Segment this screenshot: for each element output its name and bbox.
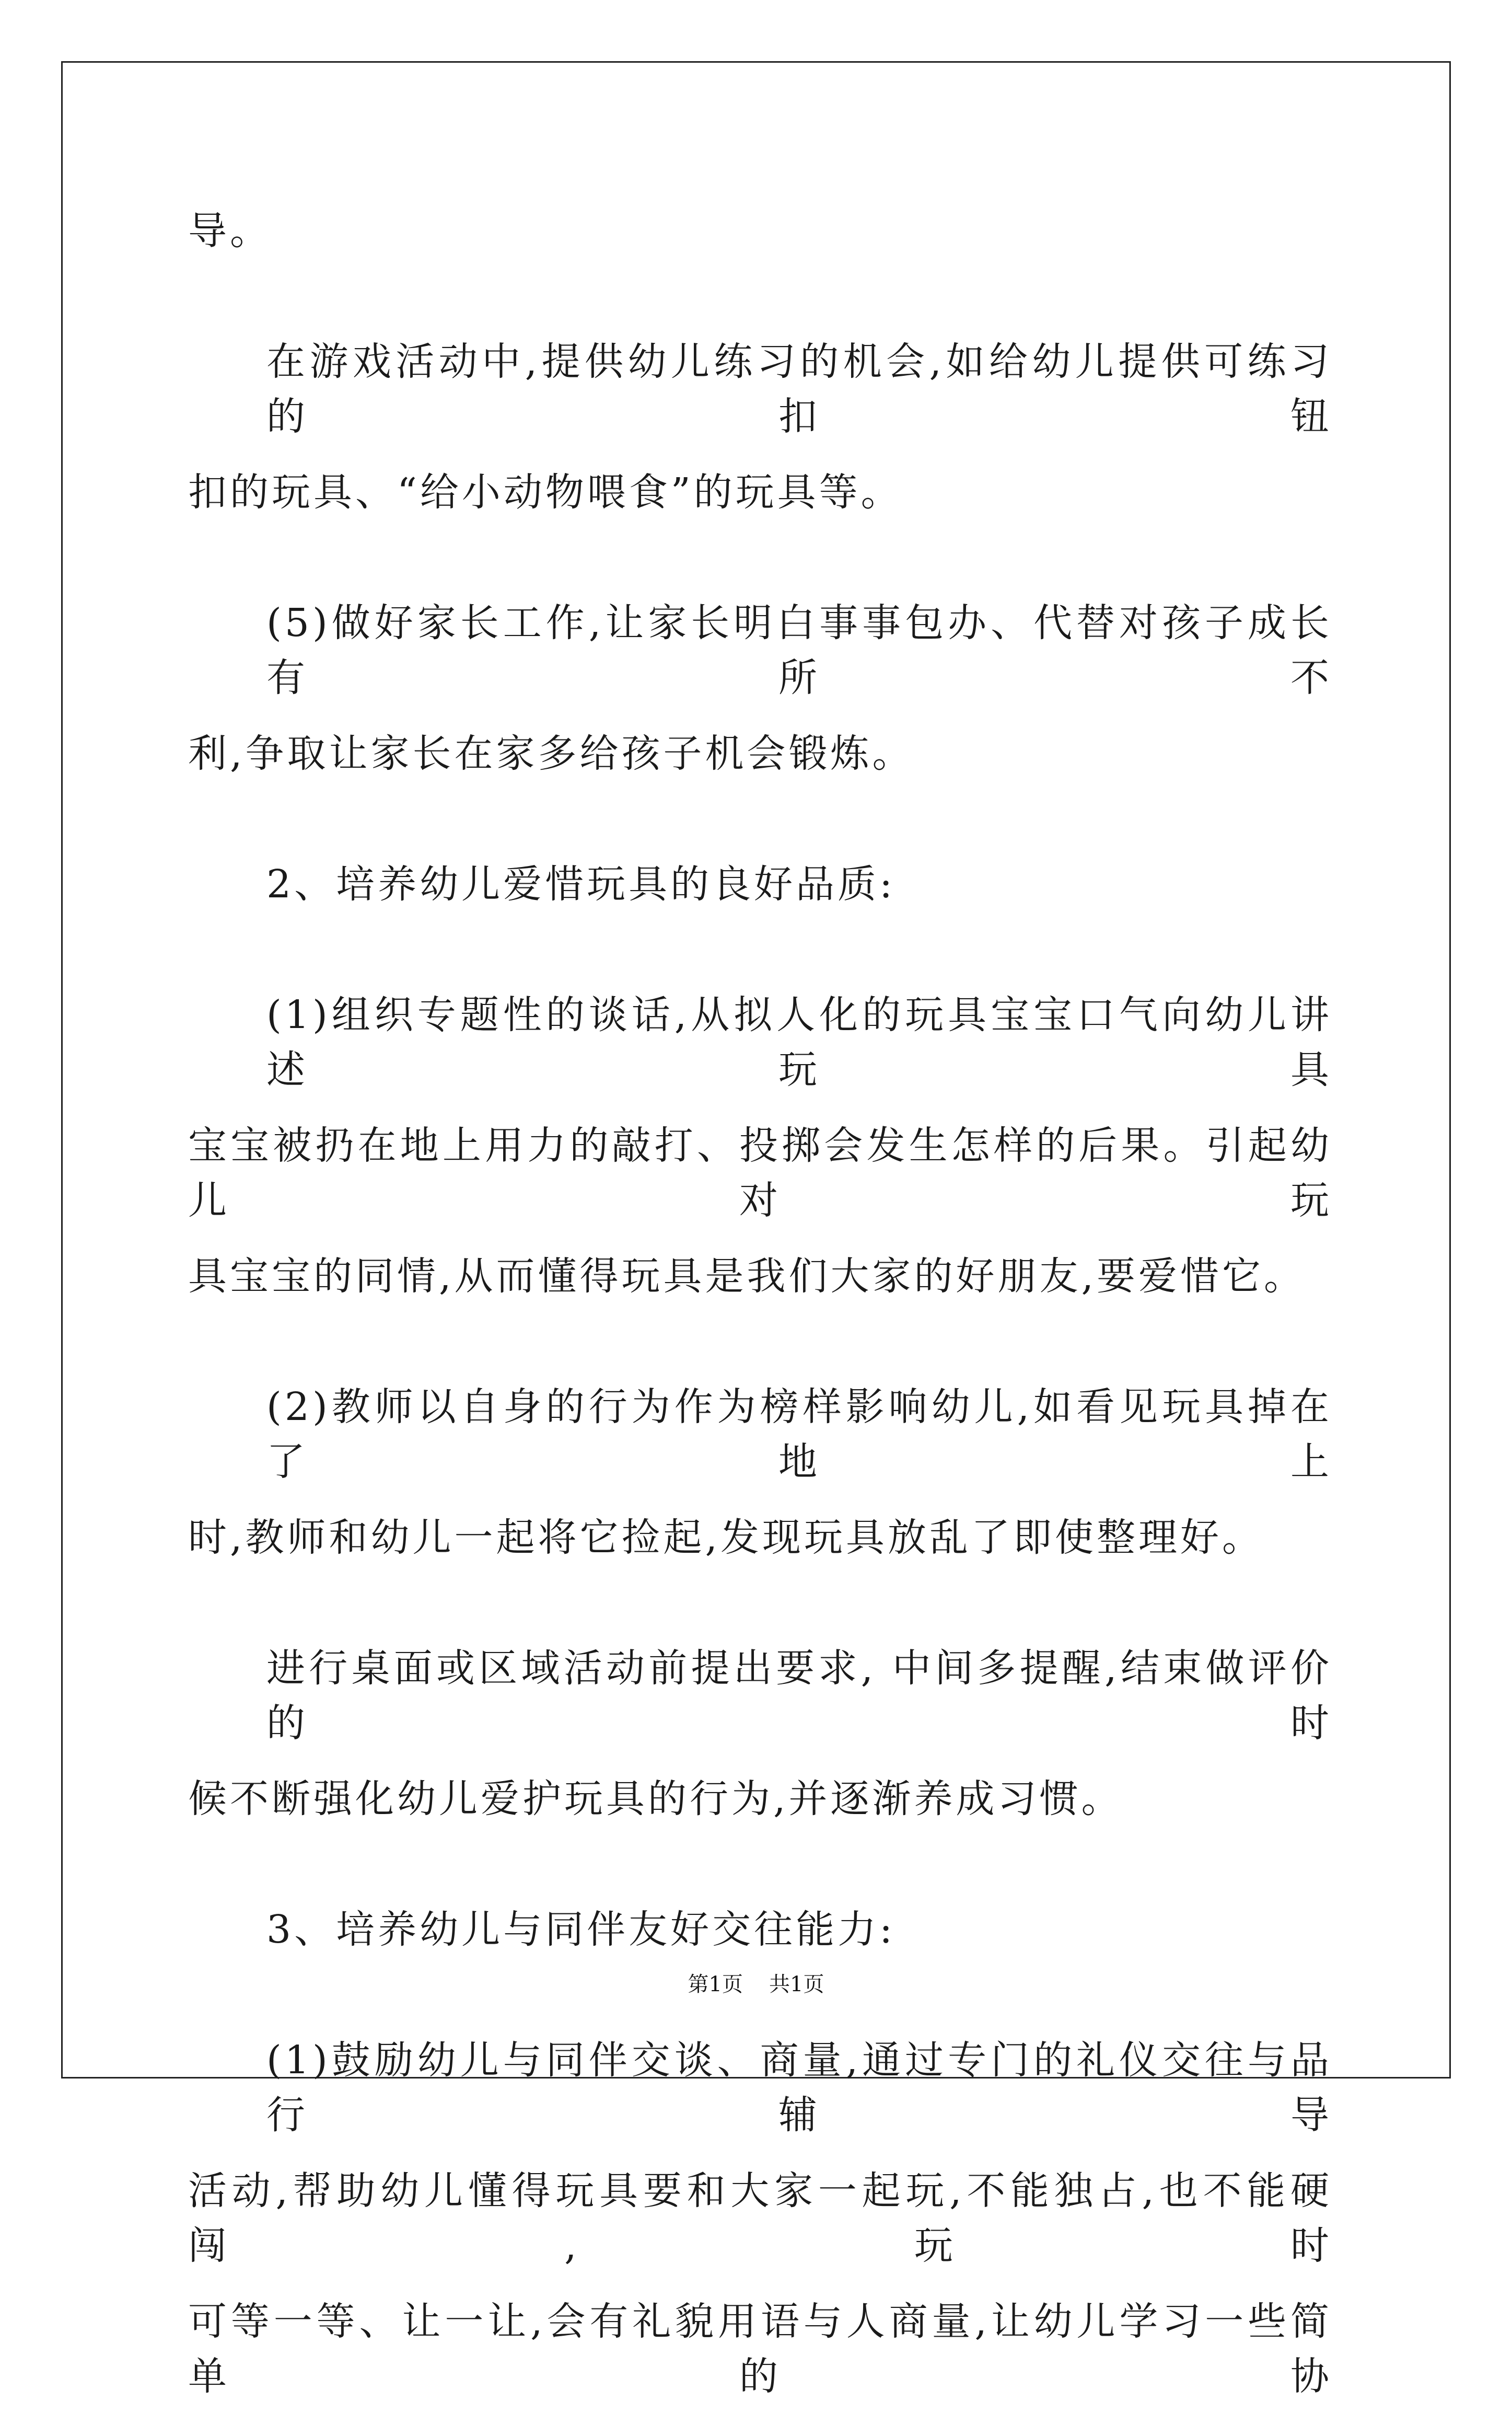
section-heading: 2、培养幼儿爱惜玩具的良好品质:	[266, 862, 896, 907]
text-line: 导。	[188, 209, 272, 253]
document-body	[188, 204, 1332, 2425]
text-line: 宝宝被扔在地上用力的敲打、投掷会发生怎样的后果。引起幼儿对玩	[188, 1123, 1332, 1223]
text-line: 候不断强化幼儿爱护玩具的行为,并逐渐养成习惯。	[188, 1776, 1123, 1821]
page-footer	[0, 1971, 1512, 1997]
text-line: 在游戏活动中,提供幼儿练习的机会,如给幼儿提供可练习的扣钮	[266, 339, 1332, 439]
text-line: 扣的玩具、“给小动物喂食”的玩具等。	[188, 470, 903, 515]
text-line: 利,争取让家长在家多给孩子机会锻炼。	[188, 731, 914, 776]
section-heading: 3、培养幼儿与同伴友好交往能力:	[266, 1907, 896, 1952]
text-line: (5)做好家长工作,让家长明白事事包办、代替对孩子成长有所不	[266, 601, 1332, 700]
text-line: (1)组织专题性的谈话,从拟人化的玩具宝宝口气向幼儿讲述玩具	[266, 992, 1332, 1092]
page-total: 共1页	[769, 1972, 824, 1996]
text-line: 具宝宝的同情,从而懂得玩具是我们大家的好朋友,要爱惜它。	[188, 1254, 1306, 1299]
page-number: 第1页	[688, 1972, 743, 1996]
text-line: (1)鼓励幼儿与同伴交谈、商量,通过专门的礼仪交往与品行辅导	[266, 2038, 1332, 2138]
text-line: 可等一等、让一让,会有礼貌用语与人商量,让幼儿学习一些简单的协	[188, 2299, 1332, 2399]
text-line: 活动,帮助幼儿懂得玩具要和大家一起玩,不能独占,也不能硬闯,玩时	[188, 2168, 1332, 2268]
text-line: 进行桌面或区域活动前提出要求, 中间多提醒,结束做评价的时	[266, 1646, 1332, 1746]
text-line: 时,教师和幼儿一起将它捡起,发现玩具放乱了即使整理好。	[188, 1515, 1264, 1560]
text-line: (2)教师以自身的行为作为榜样影响幼儿,如看见玩具掉在了地上	[266, 1384, 1332, 1484]
